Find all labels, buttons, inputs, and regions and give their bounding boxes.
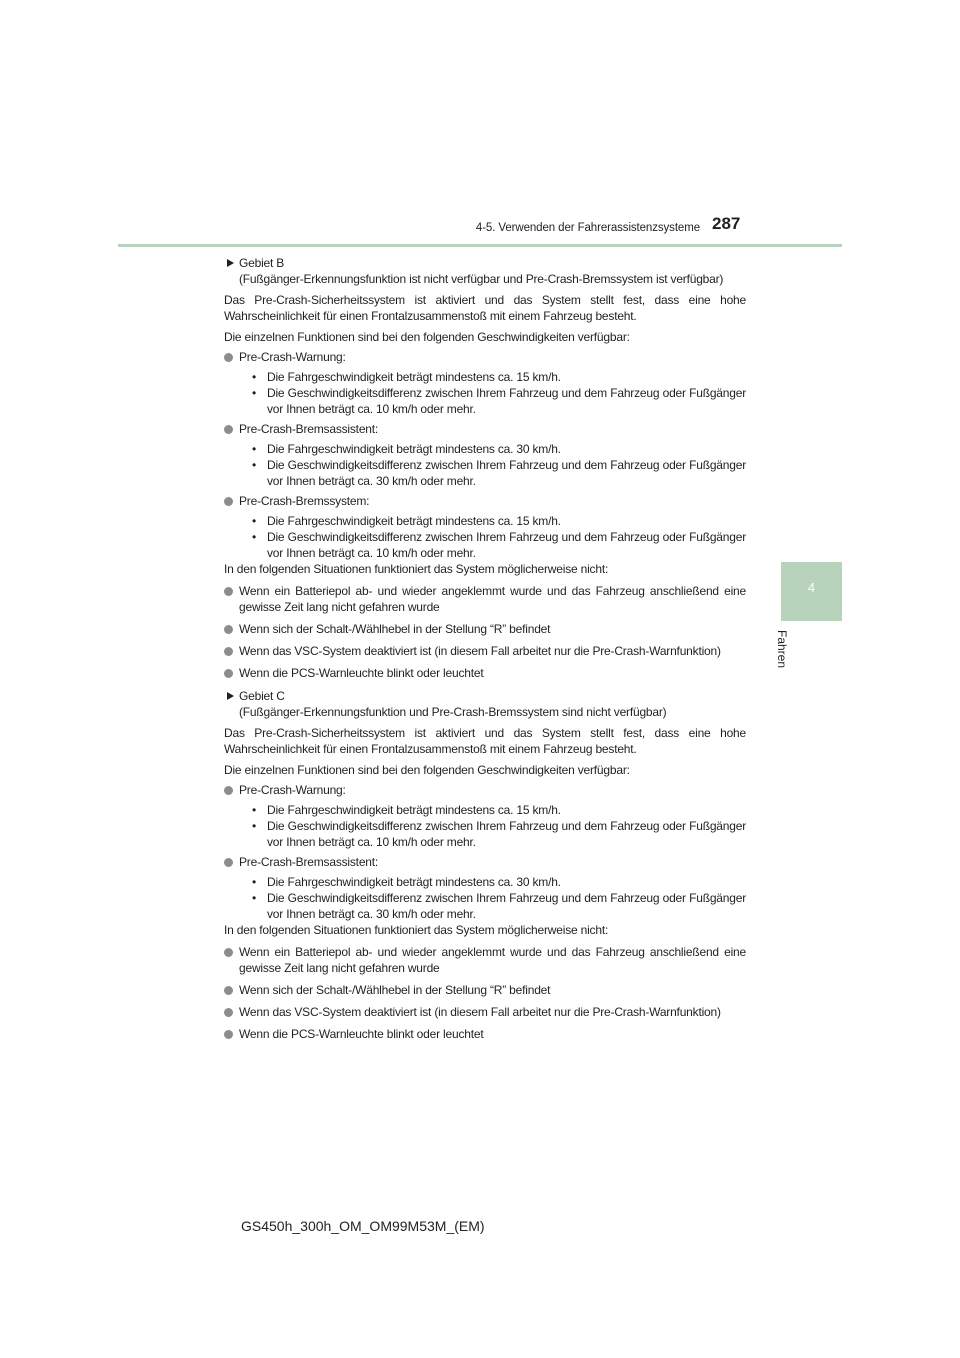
function-name: Pre-Crash-Bremsassistent: [239, 422, 379, 436]
arrow-right-icon [227, 692, 234, 700]
function-name: Pre-Crash-Bremsassistent: [239, 855, 379, 869]
chapter-tab-label: Fahren [775, 630, 789, 669]
situation-text: Wenn ein Batteriepol ab- und wieder angeklemmt wurde und das Fahrzeug anschließend eine gewisse Zeit lang nicht gefahren wurde [239, 945, 746, 975]
arrow-right-icon [227, 259, 234, 267]
condition-item [239, 874, 746, 890]
function-name: Pre-Crash-Warnung: [239, 783, 346, 797]
section-gebiet-c [224, 688, 746, 1042]
situation-item [224, 621, 746, 637]
function-item [224, 493, 746, 561]
dot-icon: • [252, 819, 257, 833]
condition-text: Die Geschwindigkeitsdifferenz zwischen Ihrem Fahrzeug und dem Fahrzeug oder Fußgänger vor Ihnen beträgt ca. 10 km/h oder mehr. [267, 386, 746, 416]
situation-item [224, 982, 746, 998]
condition-item [239, 457, 746, 489]
chapter-tab [781, 562, 842, 621]
bullet-icon [224, 647, 233, 656]
situations-intro: In den folgenden Situationen funktioniert das System möglicherweise nicht: [224, 923, 609, 937]
bullet-icon [224, 497, 233, 506]
condition-item [239, 441, 746, 457]
situation-item [224, 583, 746, 615]
condition-item [239, 818, 746, 850]
bullet-icon [224, 986, 233, 995]
function-conditions [239, 802, 746, 850]
bullet-icon [224, 353, 233, 362]
function-conditions [239, 874, 746, 922]
function-item [224, 349, 746, 417]
condition-text: Die Fahrgeschwindigkeit beträgt mindestens ca. 15 km/h. [267, 803, 561, 817]
dot-icon: • [252, 442, 257, 456]
section-title: Gebiet C [239, 689, 285, 703]
function-name: Pre-Crash-Warnung: [239, 350, 346, 364]
speeds-intro: Die einzelnen Funktionen sind bei den folgenden Geschwindigkeiten verfügbar: [224, 763, 630, 777]
situations-intro: In den folgenden Situationen funktioniert das System möglicherweise nicht: [224, 562, 609, 576]
intro-paragraph: Das Pre-Crash-Sicherheitssystem ist aktiviert und das System stellt fest, dass eine hohe Wahrscheinlichkeit für einen Frontalzusammenstoß mit einem Fahrzeug besteht. [224, 726, 746, 756]
situation-text: Wenn ein Batteriepol ab- und wieder angeklemmt wurde und das Fahrzeug anschließend eine gewisse Zeit lang nicht gefahren wurde [239, 584, 746, 614]
situation-text: Wenn die PCS-Warnleuchte blinkt oder leuchtet [239, 666, 484, 680]
footer-doc-code: GS450h_300h_OM_OM99M53M_(EM) [241, 1218, 485, 1234]
condition-item [239, 529, 746, 561]
arrow-heading [224, 688, 746, 720]
dot-icon: • [252, 386, 257, 400]
situation-item [224, 643, 746, 659]
function-item [224, 854, 746, 922]
header-rule [118, 244, 842, 247]
situation-item [224, 944, 746, 976]
condition-text: Die Fahrgeschwindigkeit beträgt mindestens ca. 30 km/h. [267, 875, 561, 889]
bullet-icon [224, 1030, 233, 1039]
situation-text: Wenn das VSC-System deaktiviert ist (in diesem Fall arbeitet nur die Pre-Crash-Warnfunktion) [239, 644, 721, 658]
function-item [224, 421, 746, 489]
bullet-icon [224, 786, 233, 795]
header-section-title: 4-5. Verwenden der Fahrerassistenzsysteme [475, 222, 700, 234]
condition-item [239, 385, 746, 417]
intro-paragraph: Das Pre-Crash-Sicherheitssystem ist aktiviert und das System stellt fest, dass eine hohe Wahrscheinlichkeit für einen Frontalzusammenstoß mit einem Fahrzeug besteht. [224, 293, 746, 323]
situation-item [224, 1026, 746, 1042]
dot-icon: • [252, 875, 257, 889]
function-item [224, 782, 746, 850]
condition-text: Die Geschwindigkeitsdifferenz zwischen Ihrem Fahrzeug und dem Fahrzeug oder Fußgänger vor Ihnen beträgt ca. 10 km/h oder mehr. [267, 530, 746, 560]
condition-text: Die Fahrgeschwindigkeit beträgt mindestens ca. 15 km/h. [267, 514, 561, 528]
section-subtitle: (Fußgänger-Erkennungsfunktion und Pre-Crash-Bremssystem sind nicht verfügbar) [239, 705, 667, 719]
situation-text: Wenn das VSC-System deaktiviert ist (in diesem Fall arbeitet nur die Pre-Crash-Warnfunktion) [239, 1005, 721, 1019]
dot-icon: • [252, 530, 257, 544]
bullet-icon [224, 425, 233, 434]
dot-icon: • [252, 370, 257, 384]
body-content [224, 255, 746, 1042]
bullet-icon [224, 587, 233, 596]
function-name: Pre-Crash-Bremssystem: [239, 494, 370, 508]
condition-item [239, 369, 746, 385]
condition-text: Die Fahrgeschwindigkeit beträgt mindestens ca. 30 km/h. [267, 442, 561, 456]
dot-icon: • [252, 891, 257, 905]
bullet-icon [224, 858, 233, 867]
bullet-icon [224, 1008, 233, 1017]
dot-icon: • [252, 458, 257, 472]
section-title: Gebiet B [239, 256, 285, 270]
condition-text: Die Fahrgeschwindigkeit beträgt mindestens ca. 15 km/h. [267, 370, 561, 384]
condition-text: Die Geschwindigkeitsdifferenz zwischen Ihrem Fahrzeug und dem Fahrzeug oder Fußgänger vor Ihnen beträgt ca. 30 km/h oder mehr. [267, 458, 746, 488]
dot-icon: • [252, 803, 257, 817]
situation-text: Wenn die PCS-Warnleuchte blinkt oder leuchtet [239, 1027, 484, 1041]
condition-item [239, 802, 746, 818]
condition-text: Die Geschwindigkeitsdifferenz zwischen Ihrem Fahrzeug und dem Fahrzeug oder Fußgänger vor Ihnen beträgt ca. 30 km/h oder mehr. [267, 891, 746, 921]
section-subtitle: (Fußgänger-Erkennungsfunktion ist nicht verfügbar und Pre-Crash-Bremssystem ist verfügbar) [239, 272, 724, 286]
bullet-icon [224, 625, 233, 634]
situation-item [224, 1004, 746, 1020]
dot-icon: • [252, 514, 257, 528]
section-gebiet-b [224, 255, 746, 681]
arrow-heading [224, 255, 746, 287]
condition-item [239, 890, 746, 922]
condition-item [239, 513, 746, 529]
speeds-intro: Die einzelnen Funktionen sind bei den folgenden Geschwindigkeiten verfügbar: [224, 330, 630, 344]
situation-text: Wenn sich der Schalt-/Wählhebel in der Stellung “R” befindet [239, 622, 551, 636]
function-conditions [239, 441, 746, 489]
situation-item [224, 665, 746, 681]
function-conditions [239, 369, 746, 417]
bullet-icon [224, 669, 233, 678]
function-conditions [239, 513, 746, 561]
page-number: 287 [712, 214, 741, 233]
bullet-icon [224, 948, 233, 957]
situation-text: Wenn sich der Schalt-/Wählhebel in der Stellung “R” befindet [239, 983, 551, 997]
condition-text: Die Geschwindigkeitsdifferenz zwischen Ihrem Fahrzeug und dem Fahrzeug oder Fußgänger vor Ihnen beträgt ca. 10 km/h oder mehr. [267, 819, 746, 849]
chapter-tab-number: 4 [807, 580, 816, 595]
